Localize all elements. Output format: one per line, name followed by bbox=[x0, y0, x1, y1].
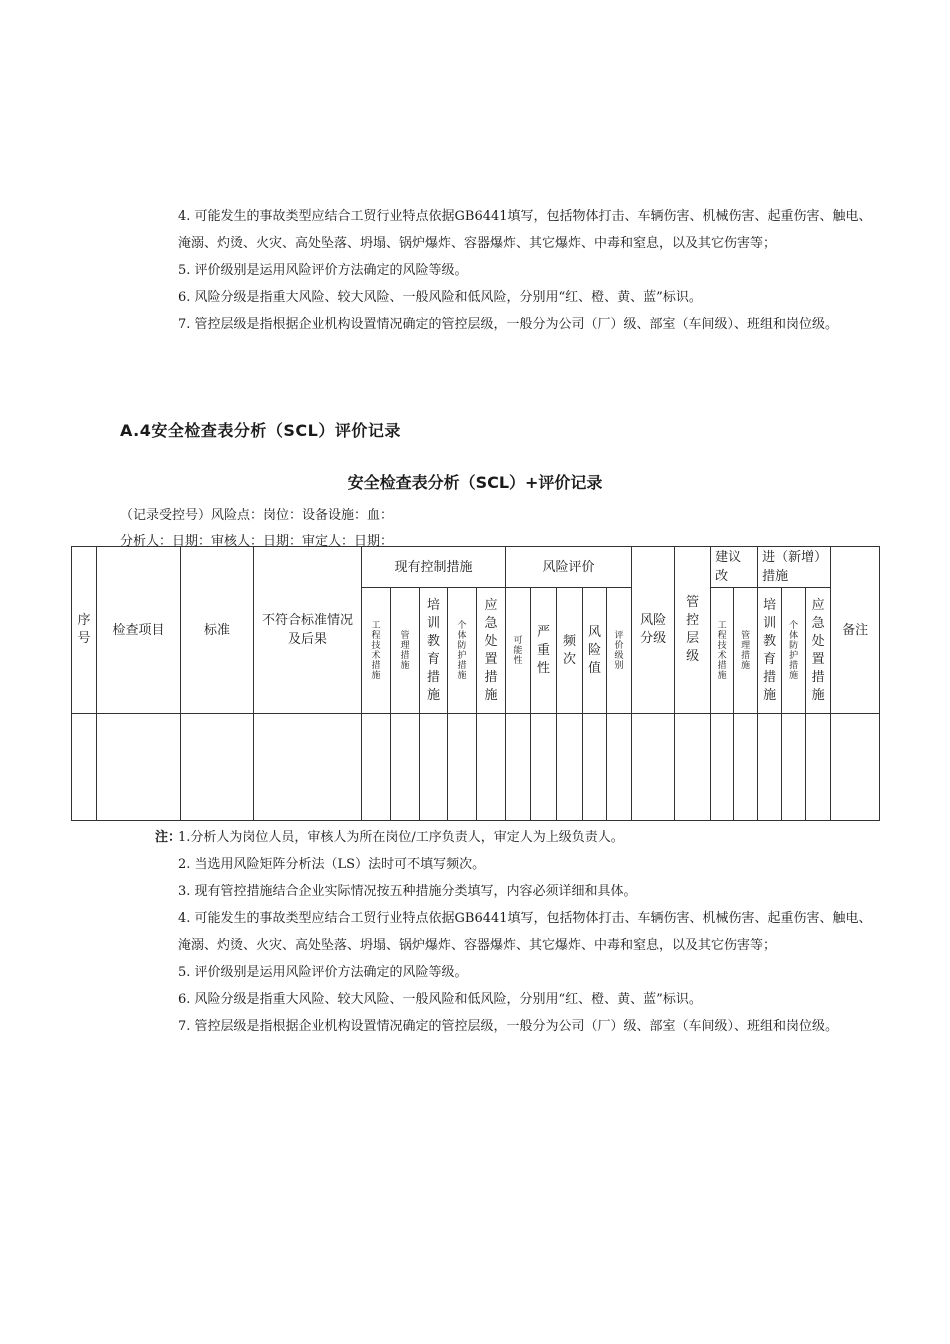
table-cell bbox=[583, 714, 607, 821]
table-cell bbox=[758, 714, 782, 821]
header-current-training: 培训教育措施 bbox=[420, 588, 448, 714]
scl-table bbox=[71, 546, 880, 821]
footnote-3: 3. 现有管控措施结合企业实际情况按五种措施分类填写，内容必须详细和具体。 bbox=[178, 884, 637, 899]
table-cell bbox=[675, 714, 711, 821]
footnote-4: 4. 可能发生的事故类型应结合工贸行业特点依据GB6441填写，包括物体打击、车辆伤害、机械伤害、起重伤害、触电、淹溺、灼烫、火灾、高处坠落、坍塌、锅炉爆炸、容器爆炸、其它爆炸、中毒和窒息，以及其它伤害等； bbox=[178, 911, 872, 953]
table-cell bbox=[557, 714, 583, 821]
table-cell bbox=[97, 714, 181, 821]
footnote-6: 6. 风险分级是指重大风险、较大风险、一般风险和低风险，分别用“红、橙、黄、蓝”标识。 bbox=[178, 992, 702, 1007]
table-cell bbox=[448, 714, 477, 821]
header-new-training: 培训教育措施 bbox=[758, 588, 782, 714]
meta-line-1: （记录受控号）风险点：岗位：设备设施：血： bbox=[120, 508, 394, 523]
header-suggest: 建议改 bbox=[711, 547, 758, 588]
table-cell bbox=[362, 714, 391, 821]
form-title: 安全检查表分析（SCL）+评价记录 bbox=[347, 473, 603, 492]
header-eval-possibility: 可能性 bbox=[506, 588, 531, 714]
header-remark: 备注 bbox=[831, 547, 880, 714]
header-new-engineering: 工程技术措施 bbox=[711, 588, 734, 714]
header-new-management: 管理措施 bbox=[734, 588, 758, 714]
footnote-2: 2. 当选用风险矩阵分析法（LS）法时可不填写频次。 bbox=[178, 857, 486, 872]
header-current-ppe: 个体防护措施 bbox=[448, 588, 477, 714]
table-cell bbox=[254, 714, 362, 821]
table-cell bbox=[420, 714, 448, 821]
footnotes bbox=[155, 824, 883, 1040]
header-current-engineering: 工程技术措施 bbox=[362, 588, 391, 714]
table-cell bbox=[782, 714, 806, 821]
header-eval-severity: 严重性 bbox=[531, 588, 557, 714]
table-cell bbox=[531, 714, 557, 821]
header-current-emergency: 应急处置措施 bbox=[477, 588, 506, 714]
table-cell bbox=[806, 714, 831, 821]
header-eval-frequency: 频次 bbox=[557, 588, 583, 714]
header-control-level: 管控层级 bbox=[675, 547, 711, 714]
top-notes bbox=[178, 203, 883, 338]
table-cell bbox=[477, 714, 506, 821]
table-cell bbox=[607, 714, 632, 821]
table-cell bbox=[831, 714, 880, 821]
table-cell bbox=[711, 714, 734, 821]
table-cell bbox=[734, 714, 758, 821]
header-check-item: 检查项目 bbox=[97, 547, 181, 714]
table-cell bbox=[391, 714, 420, 821]
section-heading: A.4安全检查表分析（SCL）评价记录 bbox=[120, 421, 401, 440]
table-cell bbox=[181, 714, 254, 821]
table-row bbox=[72, 714, 880, 821]
top-note-7: 7. 管控层级是指根据企业机构设置情况确定的管控层级，一般分为公司（厂）级、部室（车间级）、班组和岗位级。 bbox=[178, 317, 839, 332]
header-risk-evaluation: 风险评价 bbox=[506, 547, 632, 588]
footnote-7: 7. 管控层级是指根据企业机构设置情况确定的管控层级，一般分为公司（厂）级、部室（车间级）、班组和岗位级。 bbox=[178, 1019, 839, 1034]
top-note-4: 4. 可能发生的事故类型应结合工贸行业特点依据GB6441填写，包括物体打击、车辆伤害、机械伤害、起重伤害、触电、淹溺、灼烫、火灾、高处坠落、坍塌、锅炉爆炸、容器爆炸、其它爆炸、中毒和窒息，以及其它伤害等； bbox=[178, 209, 872, 251]
footnote-5: 5. 评价级别是运用风险评价方法确定的风险等级。 bbox=[178, 965, 468, 980]
header-current-management: 管理措施 bbox=[391, 588, 420, 714]
header-nonconformance: 不符合标准情况及后果 bbox=[254, 547, 362, 714]
table-cell bbox=[506, 714, 531, 821]
header-eval-level: 评价级别 bbox=[607, 588, 632, 714]
table-cell bbox=[632, 714, 675, 821]
header-risk-grade: 风险分级 bbox=[632, 547, 675, 714]
header-current-controls: 现有控制措施 bbox=[362, 547, 506, 588]
meta-line-2: 分析人：日期：审核人：日期：审定人：日期： bbox=[120, 534, 394, 549]
table-cell bbox=[72, 714, 97, 821]
header-new-emergency: 应急处置措施 bbox=[806, 588, 831, 714]
footnote-label: 注： bbox=[155, 830, 182, 845]
header-new-measures: 进（新增）措施 bbox=[758, 547, 831, 588]
top-note-5: 5. 评价级别是运用风险评价方法确定的风险等级。 bbox=[178, 263, 468, 278]
header-standard: 标准 bbox=[181, 547, 254, 714]
header-seq: 序号 bbox=[72, 547, 97, 714]
footnote-1: 1.分析人为岗位人员，审核人为所在岗位/工序负责人，审定人为上级负责人。 bbox=[178, 830, 624, 845]
header-eval-value: 风险值 bbox=[583, 588, 607, 714]
header-new-ppe: 个体防护措施 bbox=[782, 588, 806, 714]
top-note-6: 6. 风险分级是指重大风险、较大风险、一般风险和低风险，分别用“红、橙、黄、蓝”标识。 bbox=[178, 290, 702, 305]
